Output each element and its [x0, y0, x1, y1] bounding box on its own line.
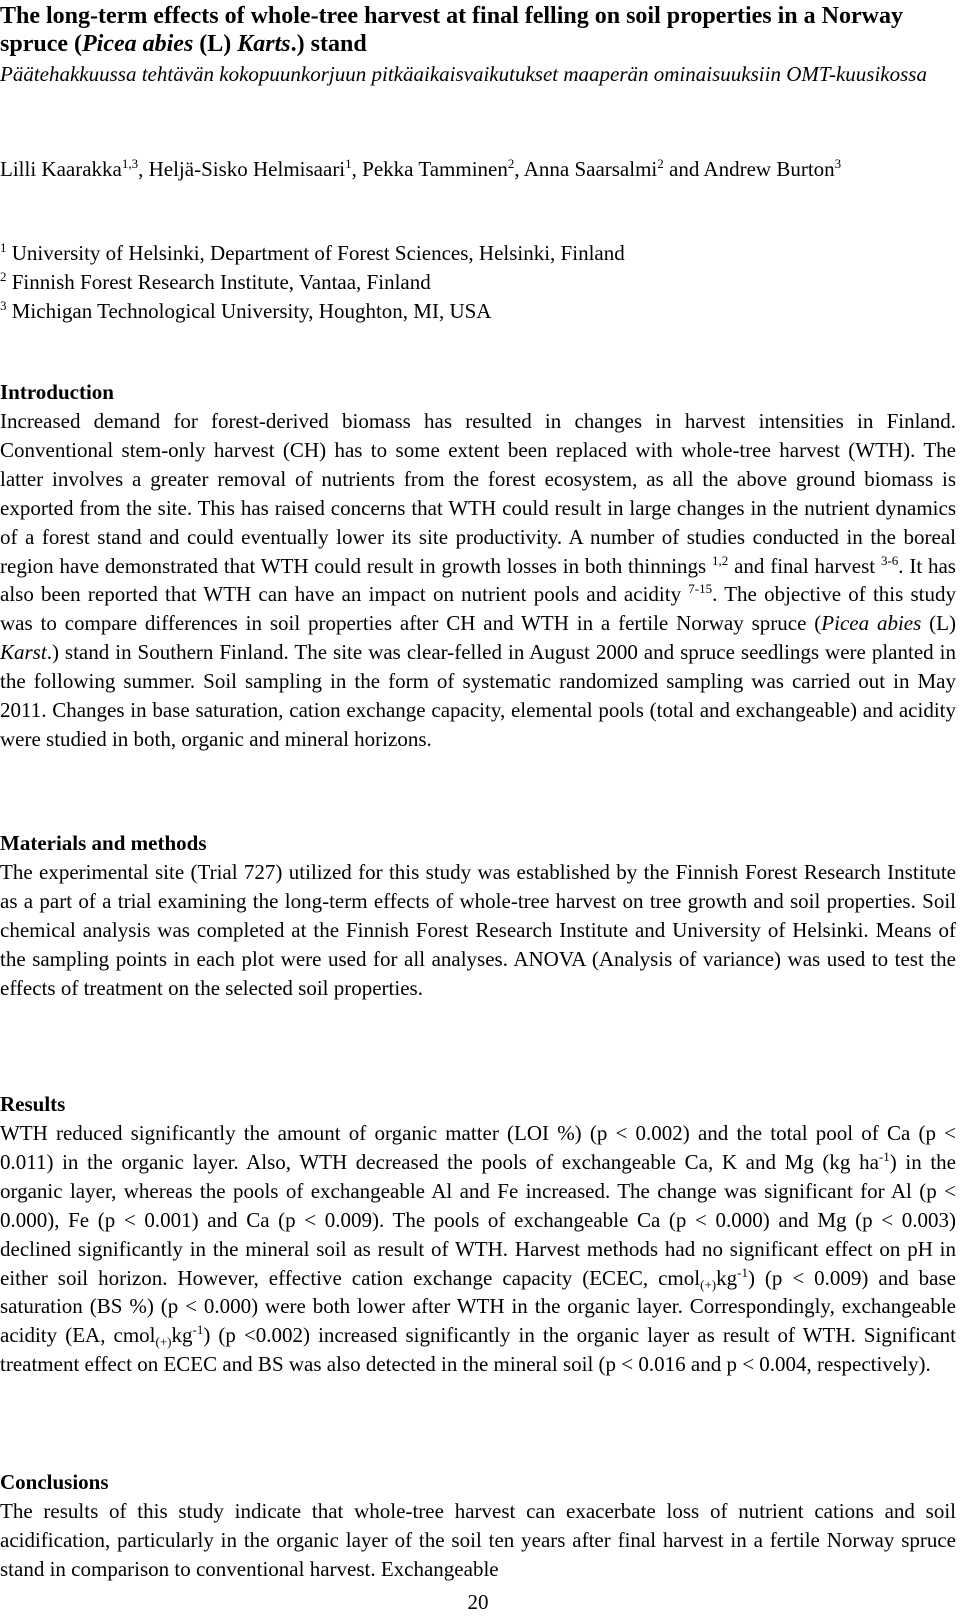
author: Lilli Kaarakka$^{1,3}$,	[0, 156, 149, 181]
section-introduction	[0, 378, 956, 754]
affiliation: $^1$ University of Helsinki, Department of Forest Sciences, Helsinki, Finland	[0, 240, 625, 265]
affiliation: $^2$ Finnish Forest Research Institute, Vantaa, Finland	[0, 269, 431, 294]
section-results	[0, 1090, 956, 1379]
section-heading: Conclusions	[0, 1470, 109, 1494]
section-methods	[0, 829, 956, 1003]
author: Andrew Burton$^3$	[703, 156, 842, 181]
section-heading: Materials and methods	[0, 831, 207, 855]
section-heading: Introduction	[0, 380, 114, 404]
paper-title: The long-term effects of whole-tree harvest at final felling on soil properties in a Norway spruce (Picea abies (L) Karts.) stand	[0, 3, 903, 57]
section-heading: Results	[0, 1092, 66, 1116]
author: Anna Saarsalmi$^2$ and	[523, 156, 704, 181]
author: Heljä-Sisko Helmisaari$^1$,	[148, 156, 363, 181]
affiliation: $^3$ Michigan Technological University, Houghton, MI, USA	[0, 298, 492, 323]
section-paragraph: Increased demand for forest-derived biomass has resulted in changes in harvest intensities in Finland. Conventional stem-only harvest (CH) has to some extent been replaced with whole-tree harvest (WTH). The latter involves a greater removal of nutrients from the forest ecosystem, as all the above ground biomass is exported from the site. This has raised concerns that WTH could result in large changes in the nutrient dynamics of a forest stand and could eventually lower its site productivity. A number of studies conducted in the boreal region have demonstrated that WTH could result in growth losses in both thinnings $^{1,2}$ and final harvest $^{3-6}$. It has also been reported that WTH can have an impact on nutrient pools and acidity $^{7-15}$. The objective of this study was to compare differences in soil properties after CH and WTH in a fertile Norway spruce (Picea abies (L) Karst.) stand in Southern Finland. The site was clear-felled in August 2000 and spruce seedlings were planted in the following summer. Soil sampling in the form of systematic randomized sampling was carried out in May 2011. Changes in base saturation, cation exchange capacity, elemental pools (total and exchangeable) and acidity were studied in both, organic and mineral horizons.	[0, 409, 956, 751]
author: Pekka Tamminen$^2$,	[362, 156, 524, 181]
section-paragraph: WTH reduced significantly the amount of organic matter (LOI %) (p < 0.002) and the total pool of Ca (p < 0.011) in the organic layer. Also, WTH decreased the pools of exchangeable Ca, K and Mg (kg $ha^{-1}$) in the organic layer, whereas the pools of exchangeable Al and Fe increased. The change was significant for Al (p < 0.000), Fe (p < 0.001) and Ca (p < 0.009). The pools of exchangeable Ca (p < 0.000) and Mg (p < 0.003) declined significantly in the mineral soil as result of WTH. Harvest methods had no significant effect on pH in either soil horizon. However, effective cation exchange capacity (ECEC, $cmol_{(+)}kg^{-1}$) (p < 0.009) and base saturation (BS %) (p < 0.000) were both lower after WTH in the organic layer. Correspondingly, exchangeable acidity (EA, $cmol_{(+)}kg^{-1}$) (p <0.002) increased significantly in the organic layer as result of WTH. Significant treatment effect on ECEC and BS was also detected in the mineral soil (p < 0.016 and p < 0.004, respectively).	[0, 1121, 956, 1377]
section-conclusions	[0, 1468, 956, 1584]
section-paragraph: The results of this study indicate that whole-tree harvest can exacerbate loss of nutrient cations and soil acidification, particularly in the organic layer of the soil ten years after final harvest in a fertile Norway spruce stand in comparison to conventional harvest. Exchangeable	[0, 1499, 956, 1581]
affiliation-list	[0, 239, 956, 326]
paper-subtitle: Päätehakkuussa tehtävän kokopuunkorjuun pitkäaikaisvaikutukset maaperän ominaisuuksiin OMT-kuusikossa	[0, 62, 927, 86]
author-list	[0, 155, 956, 183]
page-number: 20	[467, 1590, 489, 1614]
section-paragraph: The experimental site (Trial 727) utilized for this study was established by the Finnish Forest Research Institute as a part of a trial examining the long-term effects of whole-tree harvest on tree growth and soil properties. Soil chemical analysis was completed at the Finnish Forest Research Institute and University of Helsinki. Means of the sampling points in each plot were used for all analyses. ANOVA (Analysis of variance) was used to test the effects of treatment on the selected soil properties.	[0, 860, 956, 1000]
